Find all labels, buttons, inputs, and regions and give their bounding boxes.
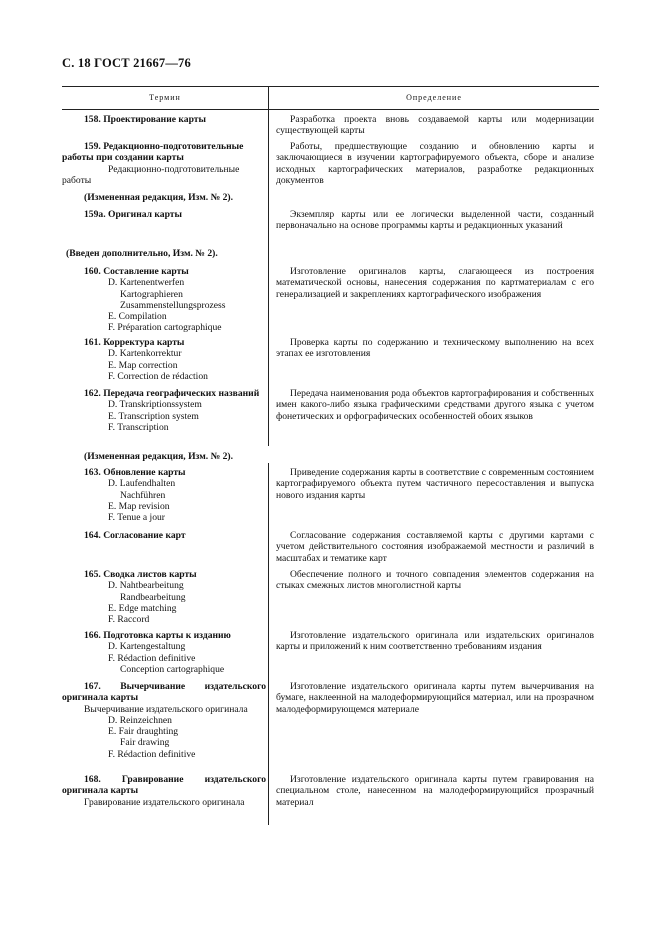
- entry-159a-term: [62, 209, 266, 220]
- entry-168-definition: Изготовление издательского оригинала карты путем гравирования на специальном столе, нанесенном на малодеформирующийся прозрачный материал: [276, 774, 594, 808]
- term-title: 162. Передача географических названий: [84, 388, 260, 399]
- term-french: F. Préparation cartographique: [108, 322, 222, 334]
- term-german: D. Transkriptionssystem: [108, 399, 202, 411]
- term-french: F. Correction de rédaction: [108, 370, 208, 382]
- amendment-note: (Измененная редакция, Изм. № 2).: [84, 192, 234, 203]
- entry-159-term: [62, 141, 266, 186]
- term-french: F. Transcription: [108, 421, 169, 433]
- term-english: E. Map revision: [108, 500, 170, 512]
- column-header-term: Термин: [149, 93, 181, 102]
- entry-164-definition: Согласование содержания составляемой карты с другими картами с учетом действительного состояния изображаемой местности и различий в масштабах и тематике карт: [276, 530, 594, 564]
- entry-164-term: [62, 530, 266, 541]
- column-divider: [268, 463, 269, 825]
- term-title: 168. Гравирование издательского оригинала карты: [62, 774, 266, 797]
- term-german: D. Nahtbearbeitung: [108, 580, 184, 592]
- amendment-note: (Измененная редакция, Изм. № 2).: [84, 451, 234, 462]
- term-german: D. Reinzeichnen: [108, 714, 172, 726]
- term-german: Randbearbeitung: [120, 591, 186, 603]
- term-german: D. Kartenentwerfen: [108, 277, 185, 289]
- entry-163-term: [62, 467, 266, 523]
- term-french: F. Tenue a jour: [108, 512, 165, 524]
- term-german: D. Kartenkorrektur: [108, 348, 182, 360]
- term-english: E. Compilation: [108, 311, 167, 323]
- entry-160-definition: Изготовление оригиналов карты, слагающееся из построения математической основы, нанесения содержания по картматериалам с его генерализацией и закреплениях картографического изображения: [276, 266, 594, 300]
- term-synonym: Редакционно-подготовительные работы: [62, 163, 240, 186]
- term-title: 164. Согласование карт: [84, 530, 186, 541]
- term-english: E. Map correction: [108, 359, 178, 371]
- entry-165-definition: Обеспечение полного и точного совпадения элементов содержания на стыках смежных листов многолистной карты: [276, 569, 594, 592]
- page-header: С. 18 ГОСТ 21667—76: [62, 56, 191, 70]
- term-title: 165. Сводка листов карты: [84, 569, 197, 580]
- term-title: 161. Корректура карты: [84, 337, 185, 348]
- term-title: 159а. Оригинал карты: [84, 209, 182, 220]
- term-english: Fair drawing: [120, 737, 170, 749]
- table-top-rule: [62, 86, 599, 87]
- term-english: E. Fair draughting: [108, 726, 179, 738]
- table-header-rule: [62, 109, 599, 110]
- term-english: E. Edge matching: [108, 602, 177, 614]
- term-french: F. Raccord: [108, 614, 150, 626]
- entry-161-definition: Проверка карты по содержанию и техническому выполнению на всех этапах ее изготовления: [276, 337, 594, 360]
- entry-165-term: [62, 569, 266, 625]
- term-german: Zusammenstellungsprozess: [120, 299, 226, 311]
- entry-158-term: [62, 114, 266, 125]
- term-french: F. Rédaction definitive: [108, 748, 196, 760]
- entry-167-definition: Изготовление издательского оригинала карты путем вычерчивания на бумаге, наклеенной на малодеформирующийся материал, или на прозрачном малодеформирующемся материале: [276, 681, 594, 715]
- term-title: 167. Вычерчивание издательского оригинала карты: [62, 681, 266, 704]
- term-title: 166. Подготовка карты к изданию: [84, 630, 231, 641]
- entry-159-definition: Работы, предшествующие созданию и обновлению карты и заключающиеся в изучении картографируемого объекта, сборе и анализе исходных картографических материалов, разработке редакционных документов: [276, 141, 594, 186]
- entry-162-term: [62, 388, 266, 433]
- term-title: 158. Проектирование карты: [84, 114, 206, 125]
- term-french: Conception cartographique: [120, 663, 225, 675]
- term-french: F. Rédaction definitive: [108, 652, 196, 664]
- amendment-note: (Введен дополнительно, Изм. № 2).: [66, 248, 218, 259]
- term-german: D. Kartengestaltung: [108, 641, 186, 653]
- term-title: 160. Составление карты: [84, 266, 189, 277]
- term-title: 159. Редакционно-подготовительные работы при создании карты: [62, 141, 244, 164]
- entry-159a-definition: Экземпляр карты или ее логически выделенной части, созданный первоначально на основе программы карты и редакционных указаний: [276, 209, 594, 232]
- entry-166-definition: Изготовление издательского оригинала или издательских оригиналов карты и приложений к ним соответственно требованиям издания: [276, 630, 594, 653]
- term-german: Kartographieren: [120, 288, 183, 300]
- term-german: D. Laufendhalten: [108, 478, 176, 490]
- term-synonym: Вычерчивание издательского оригинала: [84, 703, 248, 715]
- term-synonym: Гравирование издательского оригинала: [84, 796, 245, 808]
- term-german: Nachführen: [120, 489, 166, 501]
- term-english: E. Transcription system: [108, 410, 199, 422]
- entry-168-term: [62, 774, 266, 808]
- entry-163-definition: Приведение содержания карты в соответствие с современным состоянием картографируемого объекта путем частичного пересоставления и выпуска нового издания карты: [276, 467, 594, 501]
- term-title: 163. Обновление карты: [84, 467, 186, 478]
- entry-158-definition: Разработка проекта вновь создаваемой карты или модернизации существующей карты: [276, 114, 594, 137]
- entry-160-term: [62, 266, 266, 334]
- column-divider: [268, 86, 269, 446]
- entry-167-term: [62, 681, 266, 760]
- column-header-definition: Определение: [406, 93, 462, 102]
- entry-162-definition: Передача наименования рода объектов картографирования и собственных имен какого-либо языка графическими средствами другого языка с учетом фонетических и орфографических особенностей обоих языков: [276, 388, 594, 422]
- entry-161-term: [62, 337, 266, 382]
- entry-166-term: [62, 630, 266, 675]
